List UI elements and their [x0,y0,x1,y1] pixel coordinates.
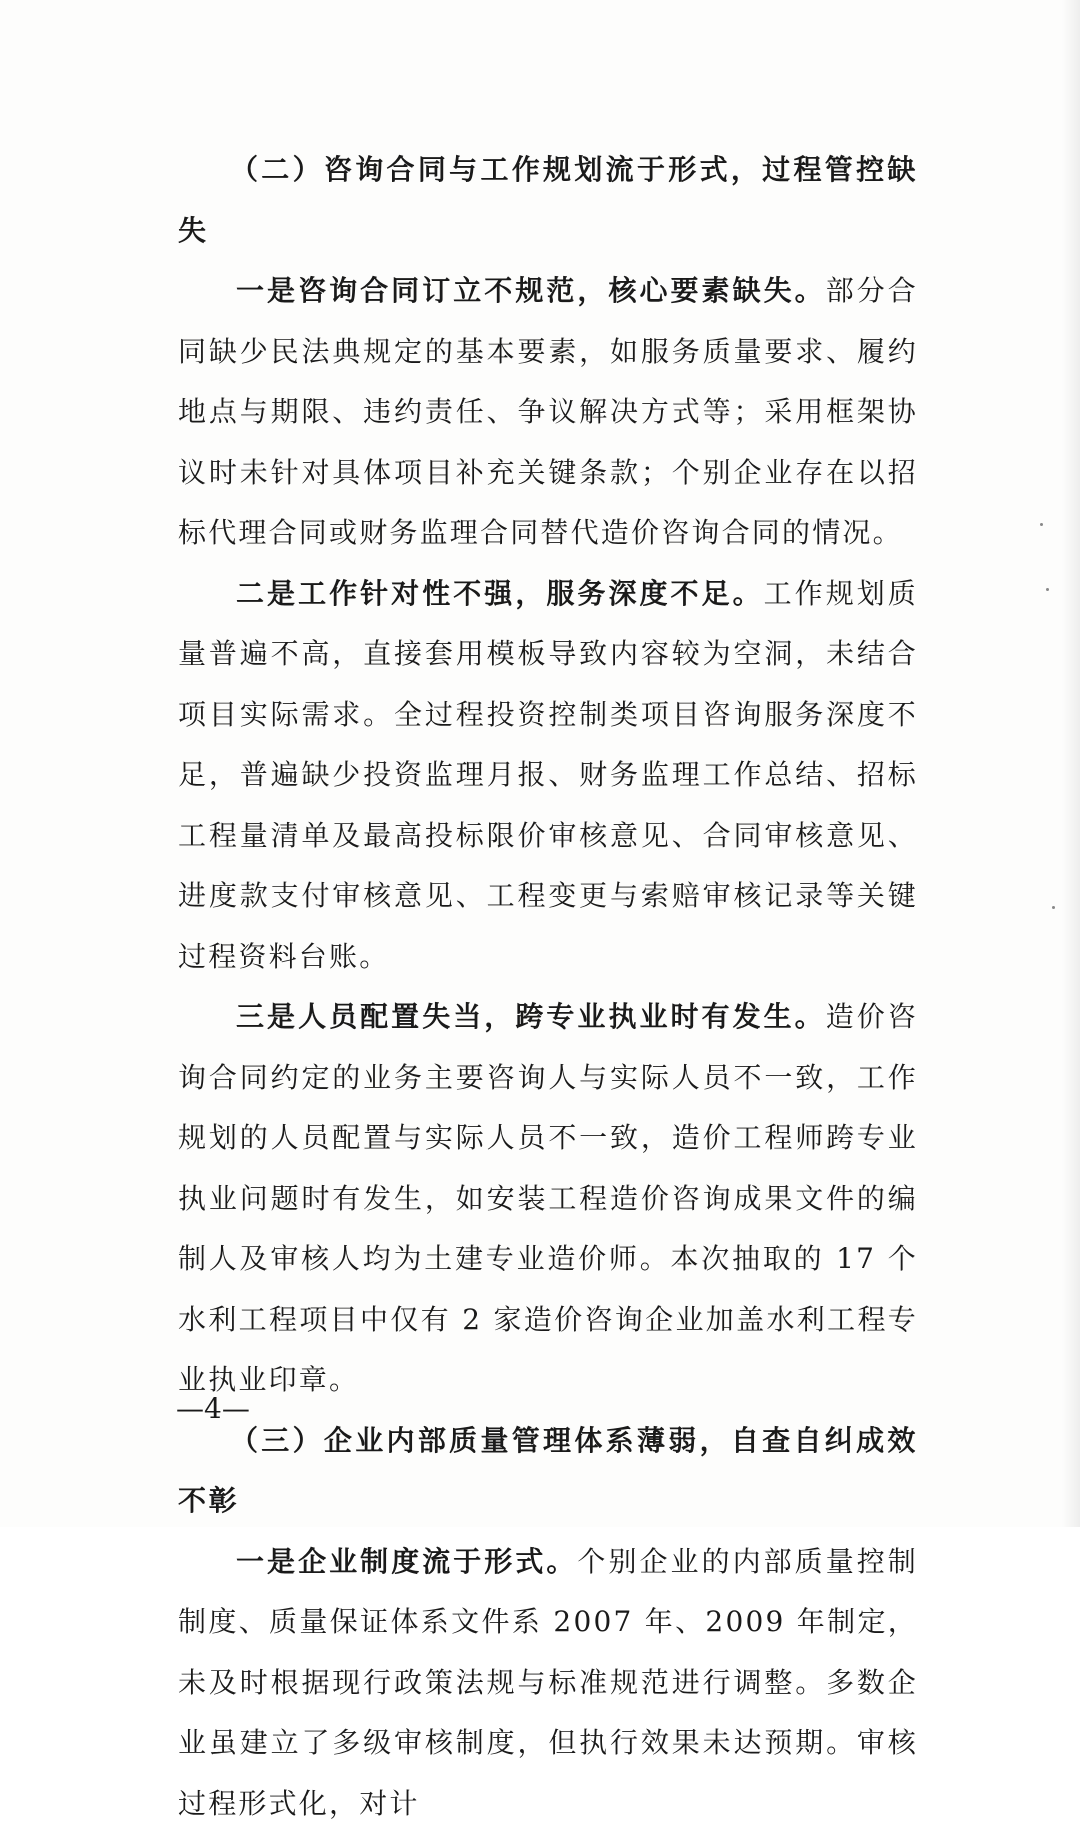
section-heading-three: （三）企业内部质量管理体系薄弱，自查自纠成效不彰 [178,1411,918,1532]
paragraph-staffing [178,987,918,1411]
paragraph-lead: 一是企业制度流于形式。 [236,1545,577,1578]
section-heading-two: （二）咨询合同与工作规划流于形式，过程管控缺失 [178,140,918,261]
scan-speck [1040,523,1043,526]
paragraph-body: 部分合同缺少民法典规定的基本要素，如服务质量要求、履约地点与期限、违约责任、争议解决方式等；采用框架协议时未针对具体项目补充关键条款；个别企业存在以招标代理合同或财务监理合同替代造价咨询合同的情况。 [178,274,918,549]
paragraph-body: 工作规划质量普遍不高，直接套用模板导致内容较为空洞，未结合项目实际需求。全过程投资控制类项目咨询服务深度不足，普遍缺少投资监理月报、财务监理工作总结、招标工程量清单及最高投标限价审核意见、合同审核意见、进度款支付审核意见、工程变更与索赔审核记录等关键过程资料台账。 [178,577,918,973]
scan-speck [1046,588,1049,591]
paragraph-work-depth [178,564,918,988]
paragraph-body: 造价咨询合同约定的业务主要咨询人与实际人员不一致，工作规划的人员配置与实际人员不一致，造价工程师跨专业执业问题时有发生，如安装工程造价咨询成果文件的编制人及审核人均为土建专业造价师。本次抽取的 17 个水利工程项目中仅有 2 家造价咨询企业加盖水利工程专业执业印章。 [178,1000,918,1396]
document-body [178,140,918,1834]
page-number: —4— [176,1392,250,1425]
paragraph-lead: 一是咨询合同订立不规范，核心要素缺失。 [236,274,826,307]
paragraph-body: 个别企业的内部质量控制制度、质量保证体系文件系 2007 年、2009 年制定，未及时根据现行政策法规与标准规范进行调整。多数企业虽建立了多级审核制度，但执行效果未达预期。审核过程形式化，对计 [178,1545,918,1820]
paragraph-internal-systems [178,1532,918,1834]
paragraph-lead: 二是工作针对性不强，服务深度不足。 [236,577,764,610]
paragraph-lead: 三是人员配置失当，跨专业执业时有发生。 [236,1000,826,1033]
scan-edge-shadow [1062,0,1080,1527]
paragraph-contract-issues [178,261,918,564]
scan-speck [1052,906,1055,909]
